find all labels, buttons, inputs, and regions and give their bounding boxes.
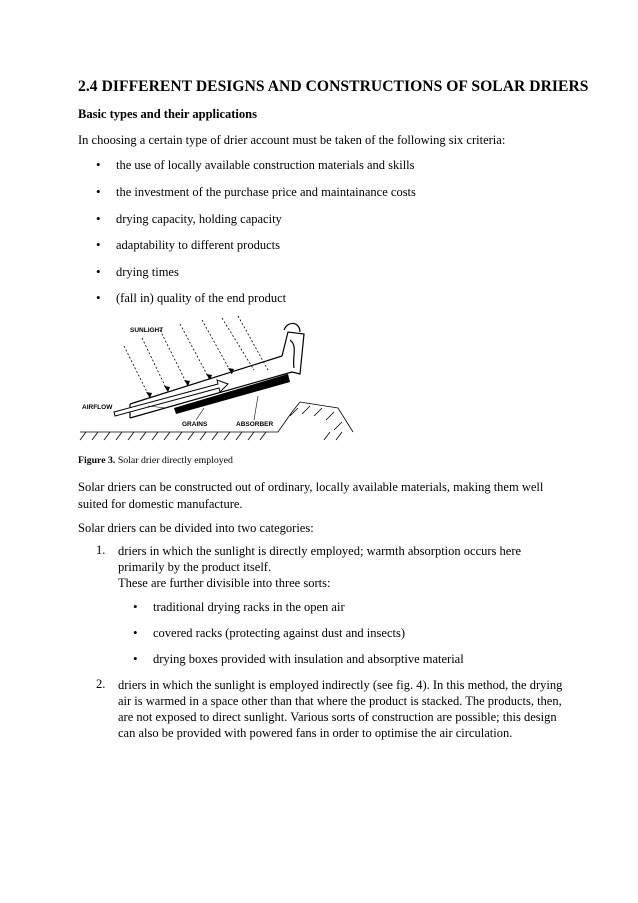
subtype-item: • covered racks (protecting against dust and insects) <box>133 625 405 640</box>
figure-label-airflow: AIRFLOW <box>82 404 113 411</box>
list-number: 1. <box>96 543 106 557</box>
solar-drier-figure <box>78 312 358 442</box>
category-1-text: driers in which the sunlight is directly employed; warmth absorption occurs here primarily by the product itself. These are further divisible into three sorts: <box>118 544 522 590</box>
subtype-item: • drying boxes provided with insulation and absorptive material <box>133 651 464 666</box>
paragraph-construction: Solar driers can be constructed out of ordinary, locally available materials, making them well suited for domestic manufacture. <box>78 480 544 511</box>
bullet-icon: • <box>96 237 101 252</box>
section-heading: 2.4 DIFFERENT DESIGNS AND CONSTRUCTIONS OF SOLAR DRIERS <box>78 78 589 95</box>
figure-label-sunlight: SUNLIGHT <box>130 327 164 334</box>
bullet-icon: • <box>96 211 101 226</box>
ground <box>80 402 353 440</box>
bullet-icon: • <box>133 651 138 666</box>
bullet-icon: • <box>133 625 138 640</box>
bullet-icon: • <box>96 290 101 305</box>
category-2-text: driers in which the sunlight is employed indirectly (see fig. 4). In this method, the drying air is warmed in a space other than that where the product is stacked. The products, then, are not exposed to direct sunlight. Various sorts of construction are possible; this design can also be provided with powered fans in order to optimise the air circulation. <box>118 678 563 740</box>
subheading: Basic types and their applications <box>78 107 257 121</box>
criteria-item: • (fall in) quality of the end product <box>96 290 287 305</box>
figure-label-absorber: ABSORBER <box>236 421 274 428</box>
criteria-item: • the investment of the purchase price and maintainance costs <box>96 184 416 199</box>
bullet-icon: • <box>96 157 101 172</box>
figure-label-grains: GRAINS <box>182 421 208 428</box>
bullet-icon: • <box>96 264 101 279</box>
criteria-item: • drying times <box>96 264 179 279</box>
intro-paragraph: In choosing a certain type of drier account must be taken of the following six criteria: <box>78 133 506 147</box>
bullet-icon: • <box>133 599 138 614</box>
paragraph-categories: Solar driers can be divided into two categories: <box>78 521 314 535</box>
subtype-item: • traditional drying racks in the open air <box>133 599 345 614</box>
figure-caption: Figure 3. Solar drier directly employed <box>78 455 233 466</box>
criteria-item: • the use of locally available construction materials and skills <box>96 157 415 172</box>
bullet-icon: • <box>96 184 101 199</box>
list-number: 2. <box>96 677 106 691</box>
criteria-item: • drying capacity, holding capacity <box>96 211 282 226</box>
criteria-item: • adaptability to different products <box>96 237 280 252</box>
